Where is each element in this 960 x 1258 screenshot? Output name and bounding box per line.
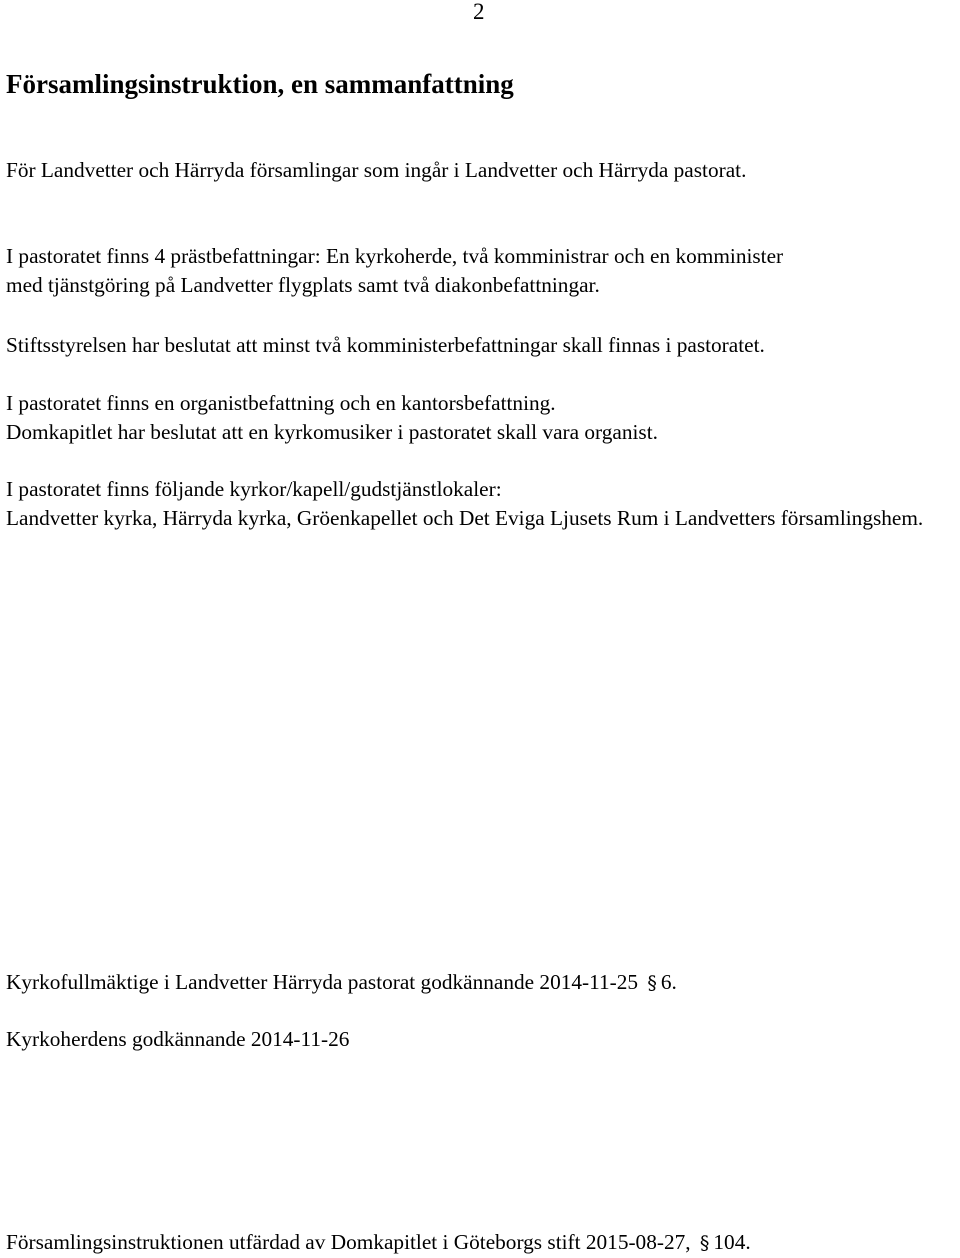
- council-approval: [6, 968, 956, 998]
- intro-paragraph: För Landvetter och Härryda församlingar som ingår i Landvetter och Härryda pastorat.: [6, 158, 747, 182]
- music-line-2: Domkapitlet har beslutat att en kyrkomusiker i pastoratet skall vara organist.: [6, 420, 658, 444]
- council-section-number: 6.: [660, 970, 677, 994]
- churches-list: Landvetter kyrka, Härryda kyrka, Gröenkapellet och Det Eviga Ljusets Rum i Landvetters församlingshem.: [6, 506, 924, 530]
- issuance-statement: [6, 1228, 956, 1258]
- decision-paragraph: Stiftsstyrelsen har beslutat att minst två komministerbefattningar skall finnas i pastoratet.: [6, 333, 765, 357]
- positions-paragraph: [6, 242, 956, 300]
- positions-line-2: med tjänstgöring på Landvetter flygplats samt två diakonbefattningar.: [6, 273, 600, 297]
- section-sign: §: [699, 1232, 710, 1254]
- council-approval-text: Kyrkofullmäktige i Landvetter Härryda pastorat godkännande 2014-11-25: [6, 970, 639, 994]
- music-line-1: I pastoratet finns en organistbefattning och en kantorsbefattning.: [6, 391, 556, 415]
- issuance-section-number: 104.: [713, 1230, 751, 1254]
- music-paragraph: [6, 389, 956, 447]
- issuance-text: Församlingsinstruktionen utfärdad av Domkapitlet i Göteborgs stift 2015-08-27,: [6, 1230, 691, 1254]
- positions-line-1: I pastoratet finns 4 prästbefattningar: En kyrkoherde, två komministrar och en komminister: [6, 244, 784, 268]
- churches-intro: I pastoratet finns följande kyrkor/kapell/gudstjänstlokaler:: [6, 477, 502, 501]
- vicar-approval: Kyrkoherdens godkännande 2014-11-26: [6, 1027, 350, 1051]
- page-number: 2: [473, 0, 485, 24]
- document-title: Församlingsinstruktion, en sammanfattning: [6, 69, 514, 99]
- section-sign: §: [647, 972, 657, 994]
